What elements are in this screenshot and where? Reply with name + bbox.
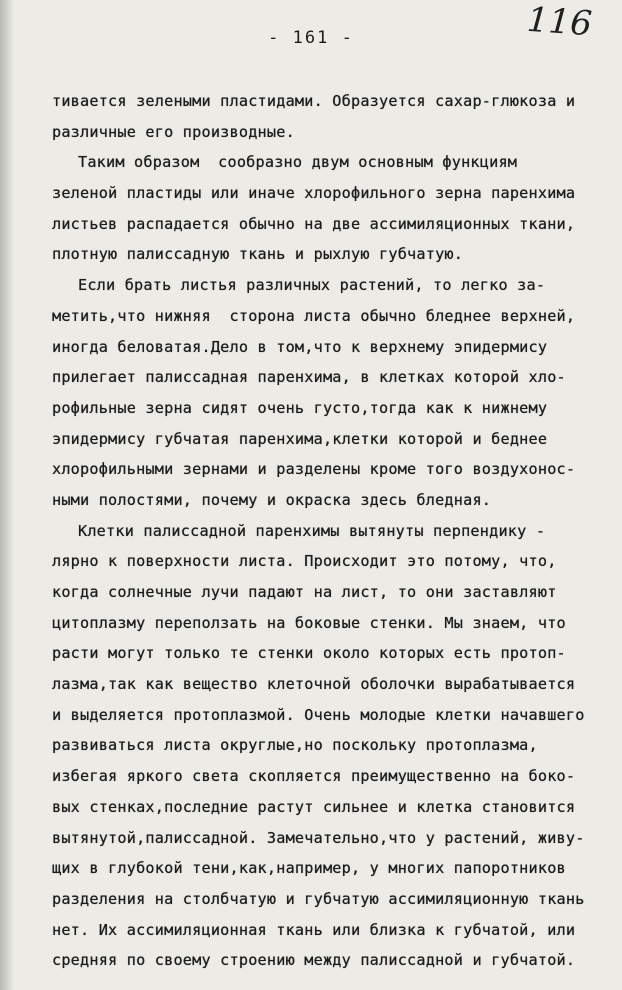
text-line: развиваться листа округлые,но поскольку протоплазма, [52,736,538,755]
text-line: хлорофильными зернами и разделены кроме того воздухонос- [52,460,576,479]
text-line: ными полостями, почему и окраска здесь бледная. [52,490,492,509]
text-line: избегая яркого света скопляется преимущественно на боко- [52,767,576,786]
text-line: расти могут только те стенки около которых есть протоп- [52,644,566,663]
handwritten-folio-number: 116 [525,0,594,45]
text-line: средняя по своему строению между палиссадной и губчатой. [52,951,576,970]
text-line: щих в глубокой тени,как,например, у многих папоротников [52,859,566,878]
text-line: разделения на столбчатую и губчатую ассимиляционную ткань [52,889,585,908]
text-line: лярно к поверхности листа. Происходит это потому, что, [52,552,557,571]
text-line: метить,что нижняя сторона листа обычно бледнее верхней, [52,306,576,325]
text-line: эпидермису губчатая паренхима,клетки которой и беднее [52,429,548,448]
text-line: нет. Их ассимиляционная ткань или близка к губчатой, или [52,920,576,939]
text-line: зеленой пластиды или иначе хлорофильного зерна паренхима [52,184,576,203]
text-line: Клетки палиссадной паренхимы вытянуты перпендику - [78,521,546,540]
text-line: и выделяется протоплазмой. Очень молодые клетки начавшего [52,705,585,724]
text-line: цитоплазму переползать на боковые стенки. Мы знаем, что [52,613,566,632]
text-line: когда солнечные лучи падают на лист, то они заставляют [52,583,557,601]
text-line: вых стенках,последние растут сильнее и клетка становится [52,797,576,816]
text-line: лазма,так как вещество клеточной оболочки вырабатывается [52,675,576,694]
text-line: Если брать листья различных растений, то легко за- [78,276,546,295]
text-line: Таким образом сообразно двум основным функциям [78,153,518,172]
page-number: - 161 - [268,28,354,48]
text-line: листьев распадается обычно на две ассимиляционных ткани, [52,214,576,233]
text-line: различные его производные. [52,122,295,141]
text-line: плотную палисcадную ткань и рыхлую губчатую. [52,245,464,264]
body-text [52,86,618,976]
text-line: иногда беловатая.Дело в том,что к верхнему эпидермису [52,337,548,356]
text-line: прилегает палиссадная паренхима, в клетках которой хло- [52,368,566,387]
text-line: тивается зелеными пластидами. Образуется сахар-глюкоза и [52,92,576,110]
scan-edge-shadow [0,0,14,990]
text-line: вытянутой,палиссадной. Замечательно,что у растений, живу- [52,828,585,847]
text-line: рофильные зерна сидят очень густо,тогда как к нижнему [52,398,548,417]
